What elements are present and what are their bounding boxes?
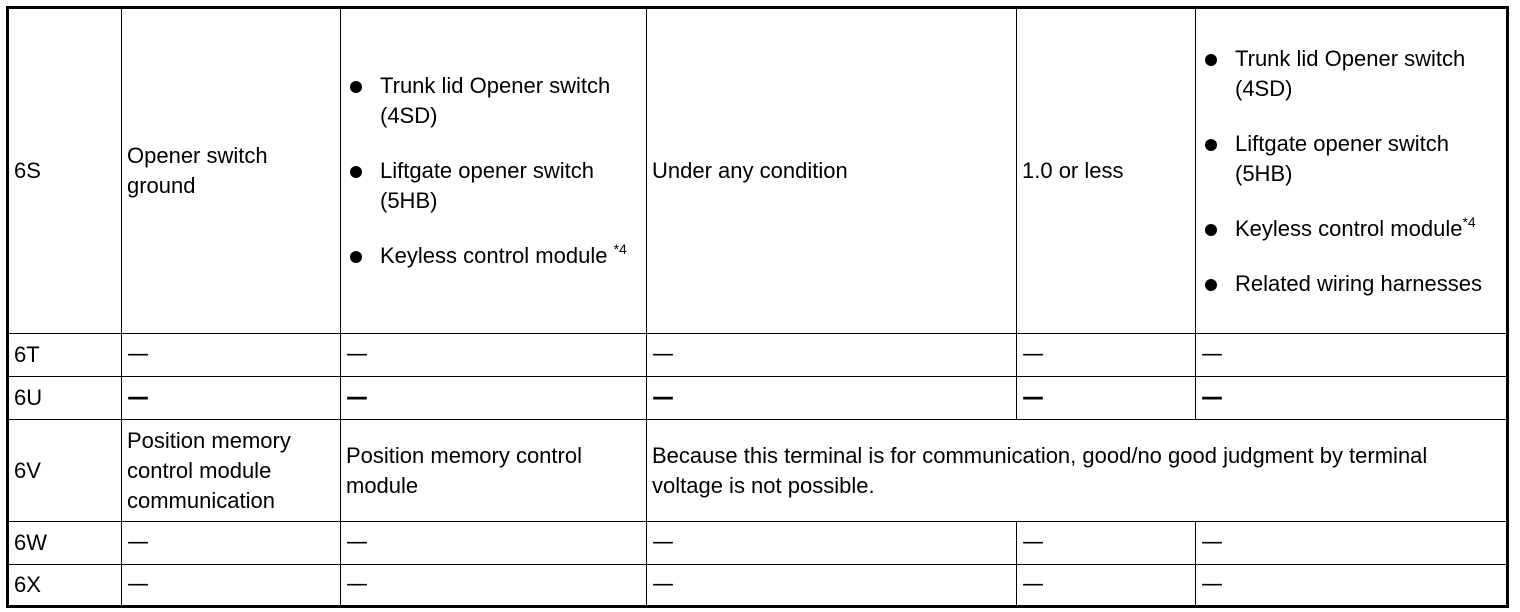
description-cell: —: [122, 565, 341, 607]
footnote-mark: *4: [1462, 213, 1476, 230]
terminal-table: [6, 6, 1509, 608]
description-cell: —: [122, 377, 341, 420]
connected-items-list: [346, 71, 641, 271]
condition-cell: Under any condition: [647, 8, 1017, 334]
list-item: Trunk lid Opener switch (4SD): [1201, 44, 1501, 104]
table-row-6s: [8, 8, 1508, 334]
table-row-6t: [8, 334, 1508, 377]
description-cell: Opener switch ground: [122, 8, 341, 334]
list-item: Liftgate opener switch (5HB): [1201, 129, 1501, 189]
connected-items-cell: [341, 8, 647, 334]
description-cell: Position memory control module communication: [122, 420, 341, 522]
condition-cell: —: [647, 522, 1017, 565]
table-row-6w: [8, 522, 1508, 565]
list-item: Trunk lid Opener switch (4SD): [346, 71, 641, 131]
terminal-cell: 6W: [8, 522, 122, 565]
connected-items-cell: —: [341, 377, 647, 420]
terminal-cell: 6U: [8, 377, 122, 420]
value-cell: —: [1017, 334, 1196, 377]
list-item: Related wiring harnesses: [1201, 269, 1501, 299]
footnote-mark: *4: [613, 241, 627, 257]
terminal-cell: 6T: [8, 334, 122, 377]
condition-cell: —: [647, 377, 1017, 420]
value-cell: —: [1017, 522, 1196, 565]
condition-cell: —: [647, 565, 1017, 607]
terminal-cell: 6V: [8, 420, 122, 522]
connected-items-cell: —: [341, 565, 647, 607]
check-items-cell: —: [1196, 522, 1508, 565]
description-cell: —: [122, 334, 341, 377]
value-cell: 1.0 or less: [1017, 8, 1196, 334]
description-cell: —: [122, 522, 341, 565]
list-item: Keyless control module $^{*4}$: [346, 241, 641, 271]
connected-items-cell: —: [341, 334, 647, 377]
check-items-cell: —: [1196, 377, 1508, 420]
check-items-list: [1201, 44, 1501, 299]
table-row-6x: [8, 565, 1508, 607]
check-items-cell: [1196, 8, 1508, 334]
check-items-cell: —: [1196, 334, 1508, 377]
communication-note-cell: Because this terminal is for communication, good/no good judgment by terminal voltage is not possible.: [647, 420, 1508, 522]
table-row-6v: [8, 420, 1508, 522]
connected-items-cell: —: [341, 522, 647, 565]
terminal-cell: 6S: [8, 8, 122, 334]
check-items-cell: —: [1196, 565, 1508, 607]
condition-cell: —: [647, 334, 1017, 377]
terminal-table-container: [6, 6, 1509, 608]
terminal-cell: 6X: [8, 565, 122, 607]
value-cell: —: [1017, 377, 1196, 420]
table-row-6u: [8, 377, 1508, 420]
connected-items-cell: Position memory control module: [341, 420, 647, 522]
list-item: Liftgate opener switch (5HB): [346, 156, 641, 216]
list-item: Keyless control module$^{*4}$: [1201, 214, 1501, 244]
value-cell: —: [1017, 565, 1196, 607]
